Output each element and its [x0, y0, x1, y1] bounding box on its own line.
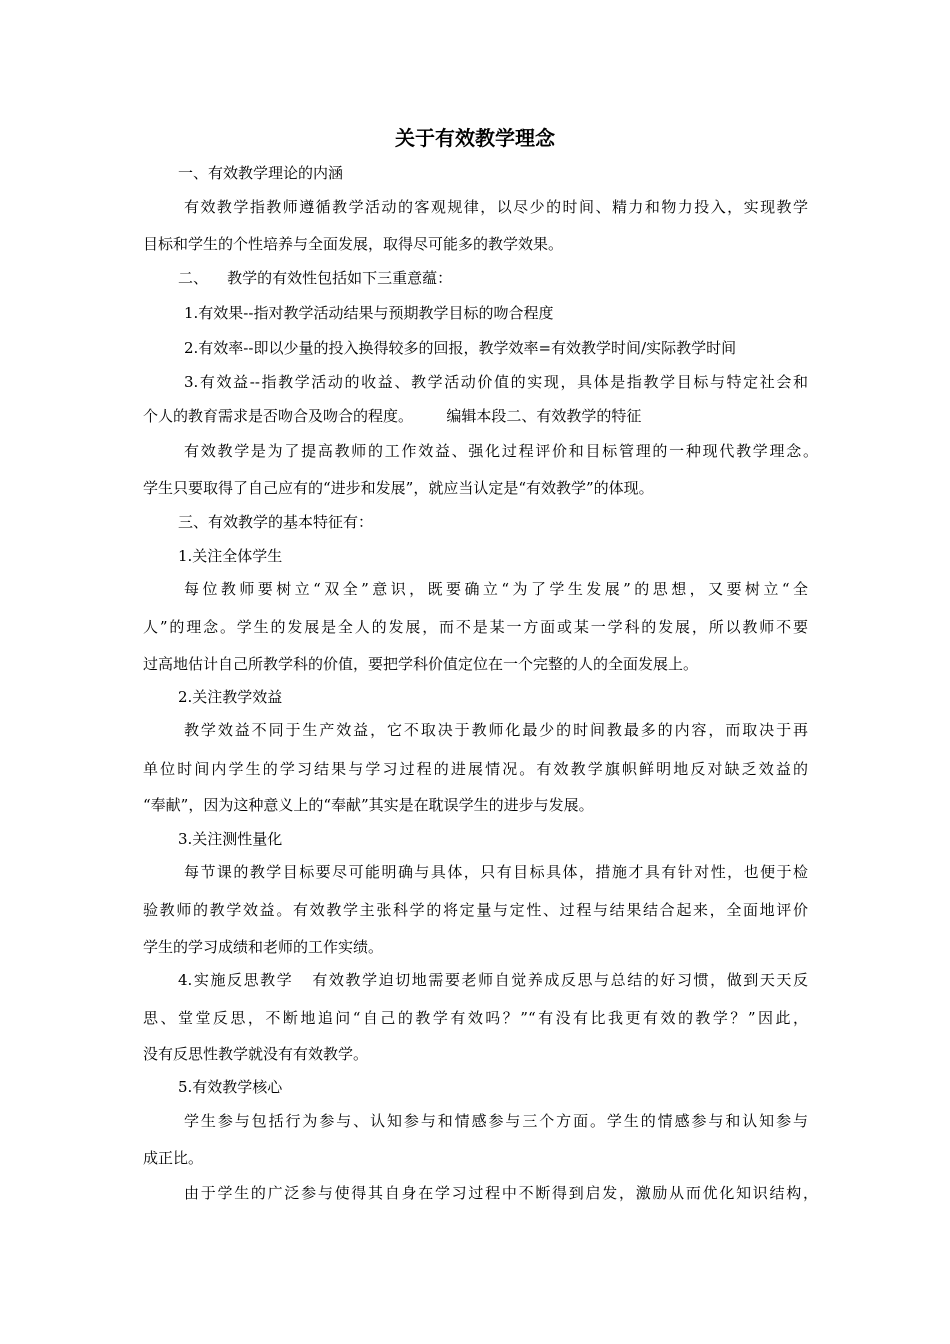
list-item: 3.有效益--指教学活动的收益、教学活动价值的实现，具体是指教学目标与特定社会和	[184, 373, 808, 391]
paragraph-line: 每位教师要树立“双全”意识，既要确立“为了学生发展”的思想，又要树立“全	[184, 580, 808, 598]
paragraph-line: 目标和学生的个性培养与全面发展，取得尽可能多的教学效果。	[143, 235, 564, 253]
paragraph-line: 学生参与包括行为参与、认知参与和情感参与三个方面。学生的情感参与和认知参与	[184, 1112, 808, 1130]
paragraph-line: 思、堂堂反思，不断地追问“自己的教学有效吗？”“有没有比我更有效的教学？”因此，	[143, 1009, 808, 1027]
paragraph-line: 验教师的教学效益。有效教学主张科学的将定量与定性、过程与结果结合起来，全面地评价	[143, 901, 808, 919]
subheading: 2.关注教学效益	[178, 688, 283, 706]
paragraph-line: 个人的教育需求是否吻合及吻合的程度。 编辑本段二、有效教学的特征	[143, 407, 642, 425]
paragraph-line: 学生的学习成绩和老师的工作实绩。	[143, 938, 384, 956]
paragraph-line: 有效教学是为了提高教师的工作效益、强化过程评价和目标管理的一种现代教学理念。	[184, 442, 818, 460]
paragraph-line: 有效教学指教师遵循教学活动的客观规律，以尽少的时间、精力和物力投入，实现教学	[184, 198, 808, 216]
paragraph-line: 每节课的教学目标要尽可能明确与具体，只有目标具体，措施才具有针对性，也便于检	[184, 863, 808, 881]
paragraph-line: 学生只要取得了自己应有的“进步和发展”，就应当认定是“有效教学”的体现。	[143, 479, 654, 497]
paragraph-line: 成正比。	[143, 1149, 204, 1167]
section-heading-1: 一、有效教学理论的内涵	[178, 164, 344, 182]
section-heading-2: 二、 教学的有效性包括如下三重意蕴：	[178, 269, 453, 287]
paragraph-line: 人”的理念。学生的发展是全人的发展，而不是某一方面或某一学科的发展，所以教师不要	[143, 618, 808, 636]
paragraph-line: 过高地估计自己所教学科的价值，要把学科价值定位在一个完整的人的全面发展上。	[143, 655, 699, 673]
subheading: 3.关注测性量化	[178, 830, 283, 848]
paragraph-line: 教学效益不同于生产效益，它不取决于教师化最少的时间教最多的内容，而取决于再	[184, 721, 808, 739]
paragraph-line: 单位时间内学生的学习结果与学习过程的进展情况。有效教学旗帜鲜明地反对缺乏效益的	[143, 760, 808, 778]
paragraph-line: 由于学生的广泛参与使得其自身在学习过程中不断得到启发，激励从而优化知识结构，	[184, 1184, 818, 1202]
paragraph-line: 没有反思性教学就没有有效教学。	[143, 1045, 369, 1063]
paragraph-line: 4.实施反思教学 有效教学迫切地需要老师自觉养成反思与总结的好习惯，做到天天反	[178, 971, 808, 989]
subheading: 5.有效教学核心	[178, 1078, 283, 1096]
paragraph-line: “奉献”，因为这种意义上的“奉献”其实是在耽误学生的进步与发展。	[143, 796, 594, 814]
section-heading-3: 三、有效教学的基本特征有：	[178, 513, 374, 531]
list-item: 2.有效率--即以少量的投入换得较多的回报，教学效率=有效教学时间/实际教学时间	[184, 339, 737, 357]
subheading: 1.关注全体学生	[178, 547, 283, 565]
list-item: 1.有效果--指对教学活动结果与预期教学目标的吻合程度	[184, 304, 554, 322]
document-title: 关于有效教学理念	[395, 126, 555, 150]
